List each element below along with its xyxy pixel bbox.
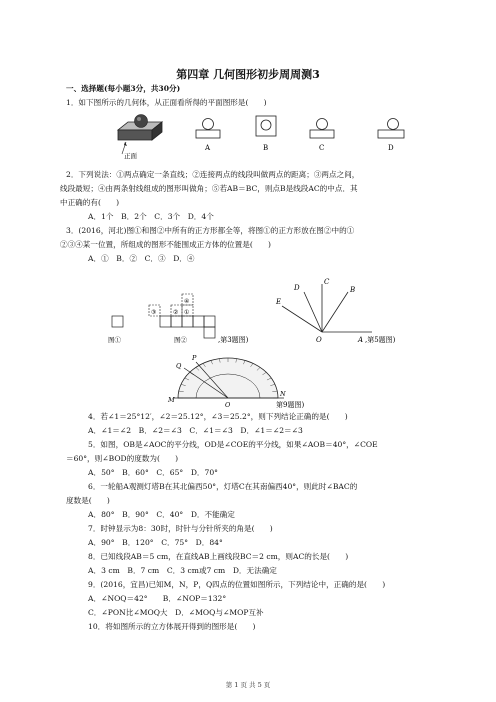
slot-1-label: ① <box>184 309 190 316</box>
question-8: 8．已知线段AB＝5 cm，在直线AB上画线段BC＝2 cm，则AC的长是( ) <box>88 552 349 561</box>
point-b-label: B <box>350 286 356 294</box>
question-7: 7．时钟显示为8：30时，时针与分针所夹的角是( ) <box>88 524 273 533</box>
question-2-options: A．1个 B．2个 C．3个 D．4个 <box>88 212 214 221</box>
page-title: 第四章 几何图形初步周周测3 <box>176 68 320 81</box>
q5-figure <box>274 270 414 348</box>
option-b-label: B <box>263 144 269 152</box>
figure-1-square <box>108 316 123 344</box>
figure-5-caption: ,第5题图) <box>365 336 396 344</box>
question-10: 10．将如图所示的立方体展开得到的图形是( ) <box>88 622 256 631</box>
question-2-line-3: 中正确的有( ) <box>60 198 120 207</box>
figure-3-caption: ,第3题图) <box>218 336 249 344</box>
point-q-label: Q <box>176 362 182 370</box>
option-c-figure <box>310 119 334 153</box>
slot-4-label: ④ <box>184 298 190 305</box>
question-4-options: A．∠1＝∠2 B．∠2＝∠3 C．∠1＝∠3 D．∠1＝∠2＝∠3 <box>88 426 303 435</box>
protractor <box>174 358 284 398</box>
point-e-label: E <box>276 298 282 306</box>
point-a-label: A <box>358 336 364 344</box>
question-5-line-2: ＝60°，则∠BOD的度数为( ) <box>66 454 179 463</box>
question-9-options-1: A．∠NOQ＝42° B．∠NOP＝132° <box>88 594 227 603</box>
slot-2-label: ② <box>173 309 179 316</box>
point-o-label: O <box>316 336 322 344</box>
question-3-line-1: 3．(2016，河北)图①和图②中所有的正方形都全等，将图①的正方形放在图②中的① <box>66 226 355 235</box>
question-8-options: A．3 cm B．7 cm C．3 cm或7 cm D．无法确定 <box>88 566 277 575</box>
point-o9-label: O <box>225 401 231 409</box>
figure-2-label: 图② <box>174 336 187 344</box>
point-n-label: N <box>280 390 286 398</box>
question-2-line-1: 2．下列说法：①两点确定一条直线；②连接两点的线段叫做两点的距离；③两点之间， <box>66 170 360 179</box>
q3-figure <box>108 290 278 346</box>
front-view-label: 正面 <box>124 152 137 160</box>
option-b-figure <box>256 116 276 152</box>
question-5-line-1: 5．如图，OB是∠AOC的平分线，OD是∠COE的平分线，如果∠AOB＝40°，∠COE <box>88 440 378 449</box>
figure-2-net <box>149 294 215 344</box>
point-c-label: C <box>324 278 330 286</box>
question-5-options: A．50° B．60° C．65° D．70° <box>88 468 218 477</box>
point-p-label: P <box>192 354 197 362</box>
section-heading: 一、选择题(每小题3分，共30分) <box>66 84 181 93</box>
figure-1-label: 图① <box>108 336 121 344</box>
option-a-label: A <box>205 144 211 152</box>
option-d-figure <box>378 119 404 153</box>
question-6-line-2: 度数是( ) <box>66 496 110 505</box>
option-d-label: D <box>388 144 394 152</box>
q1-figure <box>110 110 430 162</box>
point-m-label: M <box>168 396 175 404</box>
figure-9-caption: 第9题图) <box>276 401 305 409</box>
page-footer: 第 1 页 共 5 页 <box>225 681 271 689</box>
question-9: 9．(2016，宜昌)已知M，N，P，Q四点的位置如图所示，下列结论中，正确的是( ) <box>88 580 386 589</box>
question-2-line-2: 线段最短；④由两条射线组成的图形叫做角；⑤若AB＝BC，则点B是线段AC的中点．其 <box>60 184 358 193</box>
question-6-line-1: 6．一轮船A观测灯塔B在其北偏西50°，灯塔C在其南偏西40°，则此时∠BAC的 <box>88 482 358 491</box>
question-7-options: A．90° B．120° C．75° D．84° <box>88 538 223 547</box>
question-9-options-2: C．∠PON比∠MOQ大 D．∠MOQ与∠MOP互补 <box>88 608 264 617</box>
q9-figure <box>166 352 316 410</box>
point-d-label: D <box>294 284 300 292</box>
question-3-line-2: ②③④某一位置，所组成的图形不能围成正方体的位置是( ) <box>60 240 271 249</box>
question-3-options: A．① B．② C．③ D．④ <box>88 254 195 263</box>
option-a-figure <box>196 119 220 153</box>
question-1: 1．如下图所示的几何体，从正面看所得的平面图形是( ) <box>66 98 267 107</box>
question-6-options: A．80° B．90° C．40° D．不能确定 <box>88 510 235 519</box>
question-4: 4．若∠1＝25°12′，∠2＝25.12°，∠3＝25.2°，则下列结论正确的是( ) <box>88 412 348 421</box>
slot-3-label: ③ <box>151 309 157 316</box>
solid-figure <box>118 115 162 161</box>
option-c-label: C <box>319 144 325 152</box>
